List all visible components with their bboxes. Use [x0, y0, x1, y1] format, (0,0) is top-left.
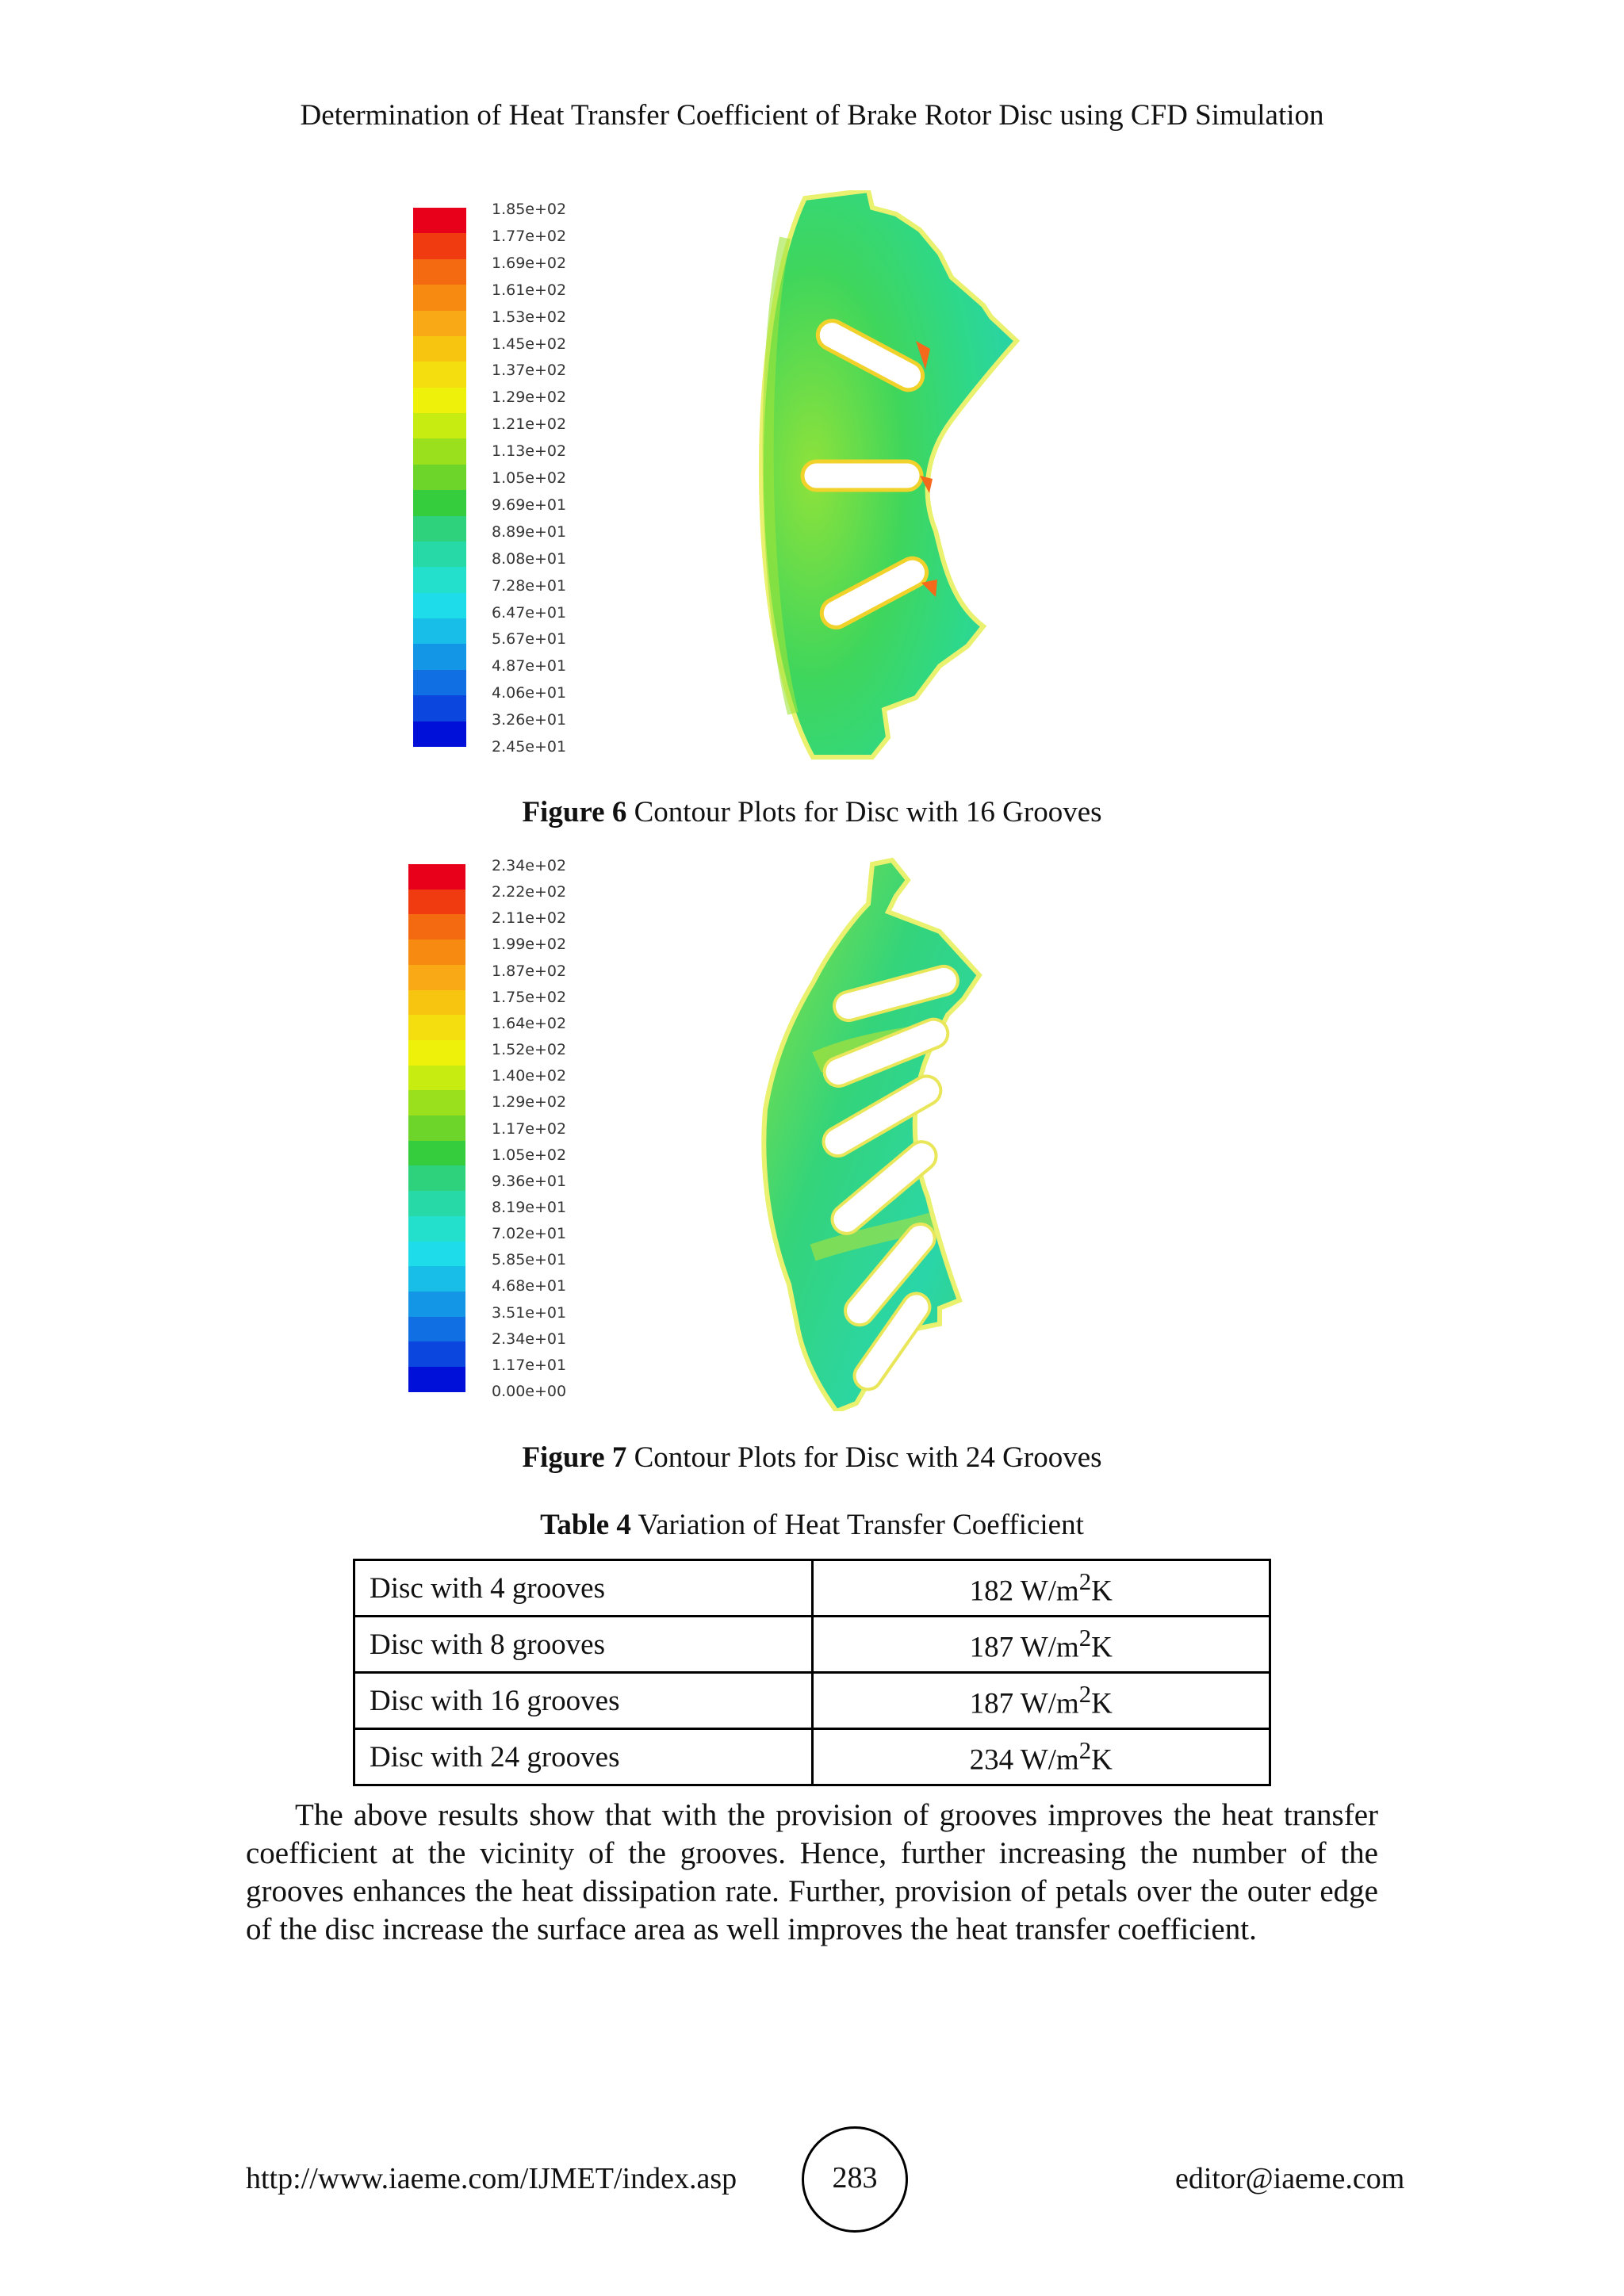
value-text: 187 W/m	[969, 1687, 1079, 1720]
legend-tick-label: 1.64e+02	[492, 1014, 567, 1032]
legend-color-swatch	[408, 1040, 465, 1066]
table-cell-label: Disc with 8 grooves	[354, 1617, 813, 1673]
legend-color-swatch	[413, 721, 466, 747]
legend-color-swatch	[408, 965, 465, 990]
color-legend-bar	[408, 864, 465, 1392]
legend-tick-label: 5.85e+01	[492, 1251, 567, 1269]
table-row	[354, 1560, 1270, 1617]
page-number: 283	[802, 2126, 908, 2233]
legend-tick-label: 1.61e+02	[492, 281, 567, 299]
legend-color-swatch	[413, 362, 466, 387]
body-paragraph: The above results show that with the provision of grooves improves the heat transfer coefficient at the vicinity of the grooves. Hence, further increasing the number of the grooves enhances the heat dissipation rate. Further, provision of petals over the outer edge of the disc increase the surface area as well improves the heat transfer coefficient.	[246, 1798, 1378, 1946]
unit-text: K	[1091, 1575, 1113, 1608]
contour-plot-16-grooves	[737, 190, 1055, 769]
legend-color-swatch	[408, 1341, 465, 1367]
legend-color-swatch	[408, 1191, 465, 1216]
legend-tick-label: 1.53e+02	[492, 308, 567, 326]
legend-color-swatch	[413, 413, 466, 438]
legend-tick-label: 1.40e+02	[492, 1067, 567, 1085]
legend-color-swatch	[408, 890, 465, 915]
legend-tick-label: 1.45e+02	[492, 335, 567, 353]
running-head: Determination of Heat Transfer Coefficient of Brake Rotor Disc using CFD Simulation	[300, 99, 1324, 132]
legend-color-swatch	[413, 438, 466, 464]
legend-tick-label: 1.69e+02	[492, 254, 567, 272]
legend-tick-label: 2.45e+01	[492, 738, 567, 756]
legend-tick-label: 4.87e+01	[492, 657, 567, 675]
legend-tick-label: 1.05e+02	[492, 469, 567, 487]
legend-tick-label: 1.17e+02	[492, 1119, 567, 1138]
legend-tick-label: 8.19e+01	[492, 1198, 567, 1216]
footer-url-link[interactable]: http://www.iaeme.com/IJMET/index.asp	[246, 2162, 737, 2195]
legend-color-swatch	[408, 1317, 465, 1342]
legend-color-swatch	[408, 1066, 465, 1091]
legend-color-swatch	[408, 864, 465, 890]
legend-color-swatch	[413, 593, 466, 618]
legend-tick-label: 1.87e+02	[492, 962, 567, 980]
legend-tick-label: 1.77e+02	[492, 227, 567, 245]
contour-plot-24-grooves	[741, 856, 1035, 1411]
legend-tick-label: 5.67e+01	[492, 630, 567, 649]
legend-color-swatch	[413, 695, 466, 721]
legend-color-swatch	[408, 990, 465, 1016]
legend-tick-label: 7.02e+01	[492, 1225, 567, 1243]
legend-tick-label: 2.34e+01	[492, 1330, 567, 1348]
color-legend-bar	[413, 208, 466, 747]
figure-7-number: Figure 7	[522, 1441, 627, 1474]
legend-color-swatch	[408, 1292, 465, 1317]
legend-tick-label: 9.36e+01	[492, 1172, 567, 1190]
legend-color-swatch	[408, 939, 465, 965]
legend-tick-label: 3.26e+01	[492, 711, 567, 729]
superscript: 2	[1078, 1736, 1092, 1764]
legend-tick-label: 0.00e+00	[492, 1383, 567, 1400]
legend-tick-label: 1.52e+02	[492, 1041, 567, 1059]
figure-6-number: Figure 6	[522, 796, 627, 828]
value-text: 234 W/m	[969, 1743, 1079, 1777]
table-cell-value	[812, 1617, 1270, 1673]
legend-color-swatch	[408, 1141, 465, 1166]
value-text: 187 W/m	[969, 1631, 1079, 1664]
table-cell-value	[812, 1673, 1270, 1729]
figure-7-caption	[0, 1441, 1624, 1475]
legend-tick-label: 1.75e+02	[492, 988, 567, 1006]
legend-color-swatch	[413, 490, 466, 515]
legend-tick-label: 6.47e+01	[492, 603, 567, 622]
legend-tick-label: 2.11e+02	[492, 909, 567, 928]
legend-color-swatch	[413, 541, 466, 567]
legend-color-swatch	[408, 1266, 465, 1292]
legend-color-swatch	[413, 516, 466, 541]
legend-color-swatch	[413, 233, 466, 258]
legend-tick-label: 1.29e+02	[492, 388, 567, 407]
legend-tick-label: 1.37e+02	[492, 362, 567, 380]
legend-color-swatch	[408, 1090, 465, 1115]
legend-color-swatch	[413, 567, 466, 592]
superscript: 2	[1078, 1567, 1092, 1595]
figure-7-caption-text: Contour Plots for Disc with 24 Grooves	[626, 1441, 1102, 1474]
unit-text: K	[1091, 1743, 1113, 1777]
superscript: 2	[1078, 1680, 1092, 1708]
legend-color-swatch	[408, 1115, 465, 1141]
legend-color-swatch	[408, 1216, 465, 1242]
legend-color-swatch	[413, 644, 466, 669]
table-row	[354, 1673, 1270, 1729]
legend-tick-label: 1.13e+02	[492, 442, 567, 461]
table-4-caption	[0, 1508, 1624, 1542]
table-row	[354, 1729, 1270, 1785]
unit-text: K	[1091, 1687, 1113, 1720]
legend-color-swatch	[413, 311, 466, 336]
footer-email-link[interactable]: editor@iaeme.com	[1175, 2162, 1405, 2195]
value-text: 182 W/m	[969, 1575, 1079, 1608]
legend-tick-label: 1.29e+02	[492, 1093, 567, 1112]
unit-text: K	[1091, 1631, 1113, 1664]
legend-tick-label: 4.68e+01	[492, 1277, 567, 1295]
legend-tick-label: 8.89e+01	[492, 522, 567, 541]
legend-tick-label: 4.06e+01	[492, 684, 567, 702]
legend-color-swatch	[413, 618, 466, 644]
legend-tick-label: 2.22e+02	[492, 883, 567, 901]
legend-tick-label: 9.69e+01	[492, 496, 567, 514]
table-cell-value	[812, 1560, 1270, 1617]
legend-tick-label: 1.17e+01	[492, 1356, 567, 1374]
legend-tick-label: 7.28e+01	[492, 576, 567, 595]
legend-tick-label: 1.21e+02	[492, 415, 567, 434]
legend-tick-label: 3.51e+01	[492, 1303, 567, 1322]
legend-tick-label: 1.99e+02	[492, 936, 567, 954]
table-row	[354, 1617, 1270, 1673]
legend-tick-label: 8.08e+01	[492, 549, 567, 568]
legend-tick-label: 1.05e+02	[492, 1146, 567, 1164]
legend-color-swatch	[413, 465, 466, 490]
legend-color-swatch	[413, 336, 466, 362]
superscript: 2	[1078, 1624, 1092, 1651]
table-4-number: Table 4	[540, 1509, 631, 1541]
legend-tick-label: 2.34e+02	[492, 857, 567, 874]
legend-color-swatch	[408, 1165, 465, 1191]
legend-color-swatch	[413, 259, 466, 285]
table-cell-label: Disc with 4 grooves	[354, 1560, 813, 1617]
table-4-caption-text: Variation of Heat Transfer Coefficient	[630, 1509, 1084, 1541]
table-cell-label: Disc with 24 grooves	[354, 1729, 813, 1785]
legend-color-swatch	[413, 285, 466, 310]
legend-color-swatch	[408, 1015, 465, 1040]
legend-color-swatch	[408, 1242, 465, 1267]
legend-tick-label: 1.85e+02	[492, 201, 567, 218]
table-cell-value	[812, 1729, 1270, 1785]
figure-6-caption-text: Contour Plots for Disc with 16 Grooves	[626, 796, 1102, 828]
legend-color-swatch	[413, 388, 466, 413]
heat-transfer-table	[353, 1559, 1271, 1786]
figure-6-caption	[0, 795, 1624, 829]
legend-color-swatch	[413, 208, 466, 233]
legend-color-swatch	[408, 1367, 465, 1392]
table-cell-label: Disc with 16 grooves	[354, 1673, 813, 1729]
legend-color-swatch	[413, 670, 466, 695]
legend-color-swatch	[408, 914, 465, 939]
